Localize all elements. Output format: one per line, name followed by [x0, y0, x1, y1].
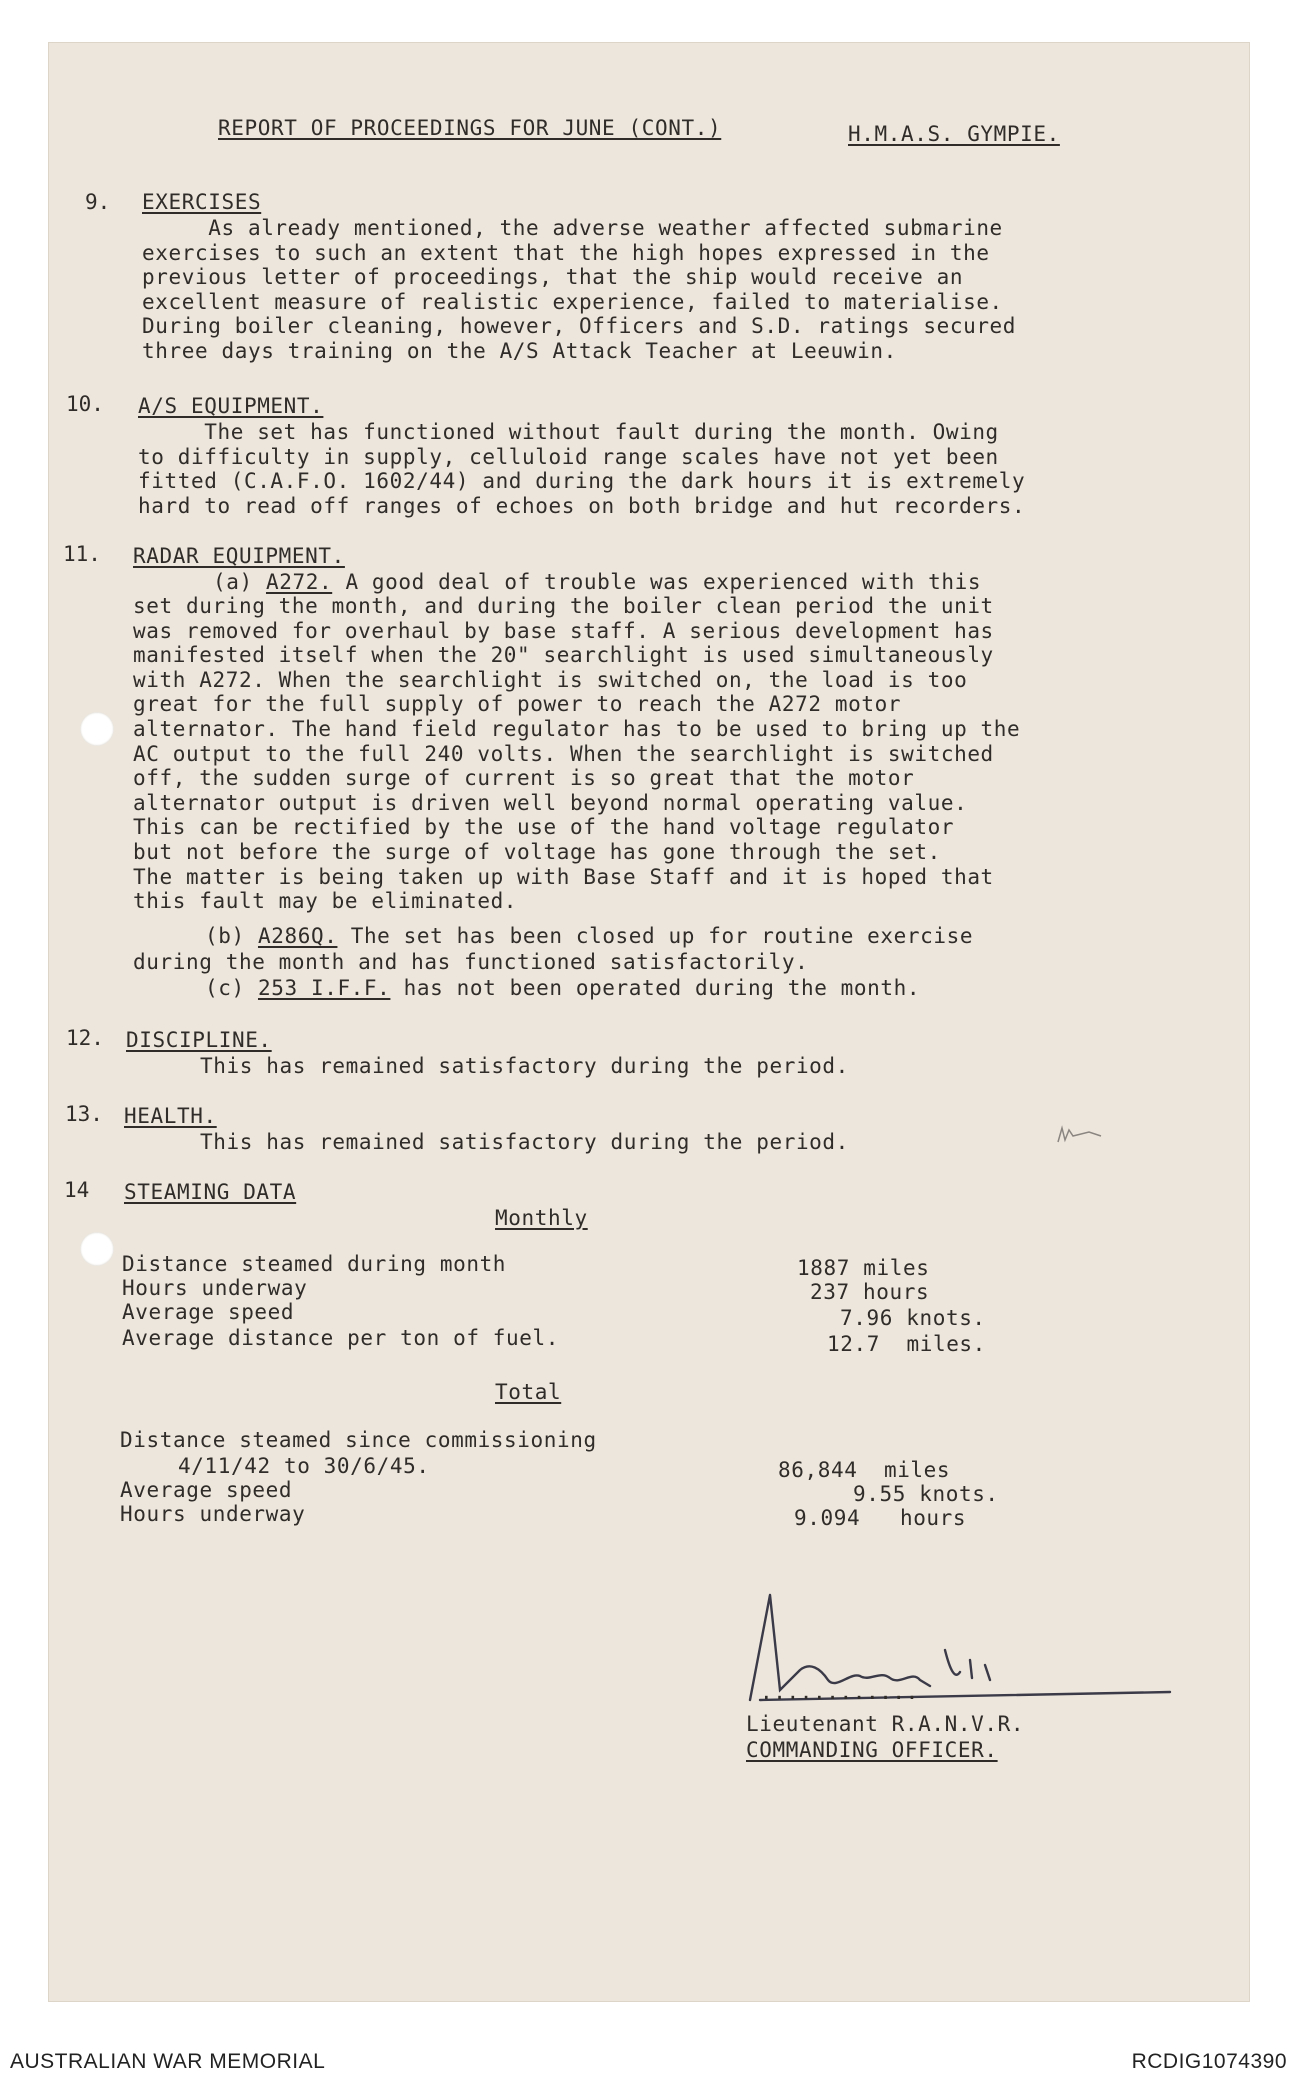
total-subheading: Total: [495, 1380, 562, 1404]
text-line: The matter is being taken up with Base Staff and it is hoped that: [133, 864, 994, 889]
text-line: with A272. When the searchlight is switched on, the load is too: [133, 667, 968, 692]
total-label: Distance steamed since commissioning: [120, 1428, 597, 1452]
text-line: alternator output is driven well beyond normal operating value.: [133, 790, 968, 815]
item-text: A good deal of trouble was experienced with this: [332, 570, 982, 594]
item-term: 253 I.F.F.: [257, 976, 391, 1000]
section-body-health: This has remained satisfactory during the period.: [200, 1130, 849, 1154]
radar-item-a-first-line: [213, 570, 981, 594]
section-body-as-equipment: [138, 420, 1025, 518]
punch-hole: [80, 1232, 114, 1266]
monthly-value: 1887 miles: [797, 1256, 930, 1280]
total-label: Hours underway: [120, 1502, 306, 1526]
text-line: fitted (C.A.F.O. 1602/44) and during the dark hours it is extremely: [138, 469, 1026, 494]
text-line: but not before the surge of voltage has gone through the set.: [133, 839, 941, 864]
text-line: this fault may be eliminated.: [133, 889, 518, 914]
radar-item-a-body: [133, 594, 1020, 914]
monthly-value: 7.96 knots.: [840, 1306, 986, 1330]
text-line: AC output to the full 240 volts. When the searchlight is switched: [133, 741, 994, 766]
text-line: to difficulty in supply, celluloid range scales have not yet been: [138, 444, 999, 469]
section-number: 9.: [85, 190, 111, 214]
section-heading-discipline: DISCIPLINE.: [126, 1028, 272, 1052]
text-line: excellent measure of realistic experience, failed to materialise.: [142, 289, 1003, 314]
item-label: (b): [205, 924, 245, 948]
text-line: alternator. The hand field regulator has to be used to bring up the: [133, 716, 1021, 741]
handwritten-signature: [740, 1590, 1180, 1730]
section-heading-health: HEALTH.: [124, 1104, 217, 1128]
section-heading-exercises: EXERCISES: [142, 190, 262, 214]
monthly-label: Distance steamed during month: [122, 1252, 507, 1276]
total-value: 9.094 hours: [794, 1506, 967, 1530]
section-number: 12.: [66, 1026, 104, 1050]
punch-hole: [80, 712, 114, 746]
section-body-discipline: This has remained satisfactory during the period.: [200, 1054, 849, 1078]
text-line: manifested itself when the 20" searchlight is used simultaneously: [133, 643, 994, 668]
section-number: 14: [64, 1178, 90, 1202]
monthly-value: 12.7 miles.: [827, 1332, 986, 1356]
text-line: great for the full supply of power to reach the A272 motor: [133, 692, 902, 717]
section-number: 11.: [63, 542, 101, 566]
text-line: off, the sudden surge of current is so great that the motor: [133, 766, 915, 791]
handwritten-initial-mark: [1055, 1122, 1105, 1152]
footer-institution: AUSTRALIAN WAR MEMORIAL: [10, 2050, 326, 2073]
item-label: (c): [205, 976, 245, 1000]
text-line: As already mentioned, the adverse weather affected submarine: [142, 216, 1003, 240]
section-heading-steaming-data: STEAMING DATA: [124, 1180, 297, 1204]
total-label: 4/11/42 to 30/6/45.: [178, 1454, 430, 1478]
report-title: REPORT OF PROCEEDINGS FOR JUNE (CONT.): [218, 116, 722, 140]
text-line: set during the month, and during the boiler clean period the unit: [133, 594, 994, 618]
text-line: three days training on the A/S Attack Teacher at Leeuwin.: [142, 338, 897, 363]
radar-item-b-second-line: during the month and has functioned satisfactorily.: [133, 950, 809, 974]
text-line: hard to read off ranges of echoes on both bridge and hut recorders.: [138, 493, 1026, 518]
radar-item-b-first-line: [205, 924, 973, 948]
section-body-exercises: [142, 216, 1016, 364]
text-line: previous letter of proceedings, that the ship would receive an: [142, 265, 964, 290]
section-heading-radar-equipment: RADAR EQUIPMENT.: [133, 544, 345, 568]
radar-item-c-line: [205, 976, 920, 1000]
item-text: has not been operated during the month.: [390, 976, 921, 1000]
text-line: This can be rectified by the use of the hand voltage regulator: [133, 815, 955, 840]
monthly-label: Average distance per ton of fuel.: [122, 1326, 560, 1350]
text-line: The set has functioned without fault during the month. Owing: [138, 420, 999, 444]
signature-role: COMMANDING OFFICER.: [746, 1738, 998, 1762]
item-term: A272.: [265, 570, 333, 594]
total-value: 9.55 knots.: [853, 1482, 999, 1506]
item-label: (a): [213, 570, 253, 594]
monthly-value: 237 hours: [810, 1280, 930, 1304]
total-label: Average speed: [120, 1478, 293, 1502]
total-value: 86,844 miles: [778, 1458, 951, 1482]
signature-dots: ............: [760, 1680, 919, 1704]
monthly-subheading: Monthly: [495, 1206, 588, 1230]
text-line: exercises to such an extent that the high hopes expressed in the: [142, 240, 990, 265]
text-line: During boiler cleaning, however, Officers and S.D. ratings secured: [142, 314, 1017, 339]
section-number: 13.: [65, 1102, 103, 1126]
section-heading-as-equipment: A/S EQUIPMENT.: [138, 394, 324, 418]
signature-rank: Lieutenant R.A.N.V.R.: [746, 1712, 1025, 1736]
monthly-label: Average speed: [122, 1300, 295, 1324]
ship-name: H.M.A.S. GYMPIE.: [848, 122, 1060, 146]
item-term: A286Q.: [257, 924, 338, 948]
section-number: 10.: [66, 392, 104, 416]
item-text: The set has been closed up for routine exercise: [337, 924, 974, 948]
footer-record-id: RCDIG1074390: [1131, 2050, 1287, 2073]
text-line: was removed for overhaul by base staff. A serious development has: [133, 618, 994, 643]
monthly-label: Hours underway: [122, 1276, 308, 1300]
